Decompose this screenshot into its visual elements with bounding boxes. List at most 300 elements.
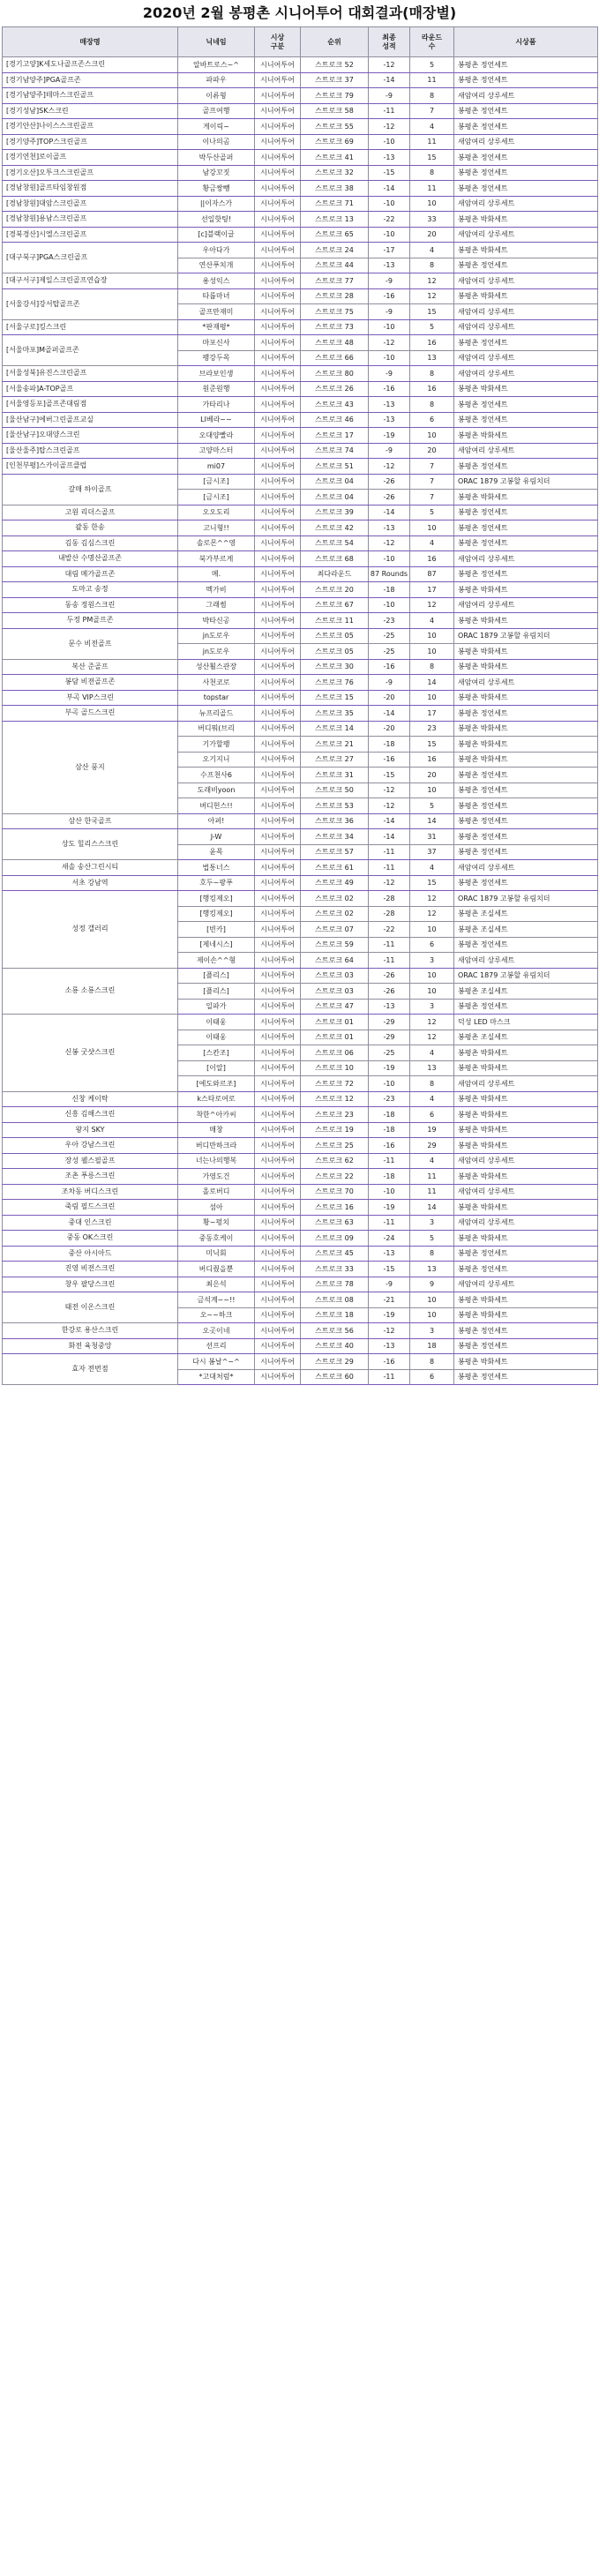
nickname-cell: 연산푸치개: [178, 258, 255, 273]
nickname-cell: 솔로몬^^영: [178, 535, 255, 551]
rank-cell: 스트로크 46: [301, 412, 369, 428]
nickname-cell: 법통너스: [178, 860, 255, 876]
rounds-cell: 10: [410, 628, 454, 644]
nickname-cell: 버디줬을뿐: [178, 1262, 255, 1277]
table-row: [3, 690, 598, 706]
rounds-cell: 87: [410, 566, 454, 582]
table-row: [3, 535, 598, 551]
rank-cell: 스트로크 15: [301, 690, 369, 706]
category-cell: 시니어투어: [255, 597, 301, 613]
category-cell: 시니어투어: [255, 165, 301, 181]
nickname-cell: [에도와르조]: [178, 1076, 255, 1092]
rank-cell: 스트로크 21: [301, 737, 369, 753]
rank-cell: 스트로크 50: [301, 783, 369, 798]
store-cell: 괄동 한송: [3, 520, 178, 536]
prize-cell: 봉평촌 정언세트: [454, 335, 598, 351]
header-nickname: 닉네임: [178, 27, 255, 57]
store-cell: 삼산 한국골프: [3, 813, 178, 829]
category-cell: 시니어투어: [255, 752, 301, 768]
rounds-cell: 13: [410, 1060, 454, 1076]
score-cell: -16: [369, 752, 410, 768]
header-rounds: 라운드 수: [410, 27, 454, 57]
store-cell: [경기고양]K세도나골프존스크린: [3, 57, 178, 73]
table-row: [3, 212, 598, 228]
store-cell: [서울강서]강서탑골프존: [3, 288, 178, 319]
rounds-cell: 12: [410, 906, 454, 922]
rank-cell: 스트로크 78: [301, 1277, 369, 1292]
score-cell: -11: [369, 860, 410, 876]
rounds-cell: 16: [410, 381, 454, 397]
category-cell: 시니어투어: [255, 150, 301, 166]
rounds-cell: 13: [410, 350, 454, 366]
score-cell: -10: [369, 196, 410, 212]
nickname-cell: 타룹마녀: [178, 288, 255, 304]
rounds-cell: 29: [410, 1138, 454, 1154]
store-cell: [대구서구]제일스크린골프연습장: [3, 273, 178, 289]
nickname-cell: 박타신공: [178, 613, 255, 629]
category-cell: 시니어투어: [255, 1076, 301, 1092]
prize-cell: 봉평촌 정언세트: [454, 768, 598, 783]
nickname-cell: 최은석: [178, 1277, 255, 1292]
nickname-cell: 호두~팡푸: [178, 875, 255, 891]
rounds-cell: 11: [410, 181, 454, 197]
rounds-cell: 5: [410, 798, 454, 814]
category-cell: 시니어투어: [255, 1369, 301, 1385]
nickname-cell: [행킹제오]: [178, 891, 255, 907]
prize-cell: ORAC 1879 고봉할 유림치더: [454, 891, 598, 907]
category-cell: 시니어투어: [255, 1091, 301, 1107]
nickname-cell: 버디만하크라: [178, 1138, 255, 1154]
nickname-cell: 메.: [178, 566, 255, 582]
rank-cell: 스트로크 31: [301, 768, 369, 783]
score-cell: -14: [369, 813, 410, 829]
table-row: [3, 1091, 598, 1107]
store-cell: [경기남양주]PGA골프존: [3, 72, 178, 88]
score-cell: -29: [369, 1030, 410, 1045]
category-cell: 시니어투어: [255, 428, 301, 444]
rounds-cell: 7: [410, 474, 454, 490]
rank-cell: 스트로크 22: [301, 1169, 369, 1185]
prize-cell: 봉평촌 정언세트: [454, 165, 598, 181]
store-cell: 중동 OK스크린: [3, 1231, 178, 1247]
store-cell: 조촌 푸릉스크린: [3, 1169, 178, 1185]
prize-cell: 봉평촌 박화세트: [454, 690, 598, 706]
score-cell: -28: [369, 906, 410, 922]
category-cell: 시니어투어: [255, 953, 301, 969]
store-cell: 복산 준골프: [3, 659, 178, 675]
score-cell: -25: [369, 628, 410, 644]
prize-cell: 봉평촌 정언세트: [454, 150, 598, 166]
nickname-cell: 기가할팽: [178, 737, 255, 753]
store-cell: [서울구로]킹스크린: [3, 319, 178, 335]
store-cell: 고원 리더스골프: [3, 505, 178, 520]
score-cell: -11: [369, 1153, 410, 1169]
rounds-cell: 8: [410, 1076, 454, 1092]
store-cell: 우아 강남스크린: [3, 1138, 178, 1154]
store-cell: 김동 김심스크린: [3, 535, 178, 551]
category-cell: 시니어투어: [255, 582, 301, 598]
category-cell: 시니어투어: [255, 212, 301, 228]
prize-cell: 새암여리 상루세트: [454, 350, 598, 366]
rank-cell: 스트로크 36: [301, 813, 369, 829]
prize-cell: 새암여리 상루세트: [454, 1215, 598, 1231]
store-cell: [경기연천]로이골프: [3, 150, 178, 166]
rounds-cell: 4: [410, 119, 454, 135]
category-cell: 시니어투어: [255, 551, 301, 567]
store-cell: 중대 인스크린: [3, 1215, 178, 1231]
category-cell: 시니어투어: [255, 1200, 301, 1216]
rounds-cell: 16: [410, 752, 454, 768]
category-cell: 시니어투어: [255, 1354, 301, 1370]
store-cell: [서울송파]A-TOP골프: [3, 381, 178, 397]
table-row: [3, 1215, 598, 1231]
rounds-cell: 19: [410, 1122, 454, 1138]
table-row: [3, 659, 598, 675]
score-cell: -12: [369, 1323, 410, 1339]
score-cell: -23: [369, 613, 410, 629]
category-cell: 시니어투어: [255, 535, 301, 551]
prize-cell: 봉평촌 박화세트: [454, 243, 598, 258]
rounds-cell: 10: [410, 196, 454, 212]
table-row: [3, 196, 598, 212]
category-cell: 시니어투어: [255, 288, 301, 304]
score-cell: -11: [369, 937, 410, 953]
score-cell: -16: [369, 659, 410, 675]
table-row: [3, 1200, 598, 1216]
nickname-cell: 오오도리: [178, 505, 255, 520]
table-row: [3, 72, 598, 88]
nickname-cell: 뉴프리골드: [178, 706, 255, 722]
score-cell: -19: [369, 1060, 410, 1076]
table-row: [3, 243, 598, 258]
score-cell: -13: [369, 520, 410, 536]
rounds-cell: 14: [410, 813, 454, 829]
nickname-cell: 올로버디: [178, 1184, 255, 1200]
nickname-cell: 용성익스: [178, 273, 255, 289]
nickname-cell: [행킹제오]: [178, 906, 255, 922]
rank-cell: 스트로크 27: [301, 752, 369, 768]
prize-cell: 봉평촌 박화세트: [454, 1045, 598, 1061]
prize-cell: ORAC 1879 고봉할 유림치더: [454, 968, 598, 984]
prize-cell: 봉평촌 박화세트: [454, 288, 598, 304]
score-cell: -10: [369, 551, 410, 567]
rank-cell: 스트로크 10: [301, 1060, 369, 1076]
table-row: [3, 88, 598, 104]
rounds-cell: 3: [410, 1215, 454, 1231]
category-cell: 시니어투어: [255, 304, 301, 320]
table-row: [3, 273, 598, 289]
rank-cell: 스트로크 72: [301, 1076, 369, 1092]
category-cell: 시니어투어: [255, 1292, 301, 1308]
score-cell: -26: [369, 474, 410, 490]
prize-cell: 봉평촌 박화세트: [454, 1091, 598, 1107]
prize-cell: 새암여리 상루세트: [454, 1153, 598, 1169]
rounds-cell: 5: [410, 505, 454, 520]
table-row: [3, 1169, 598, 1185]
score-cell: -20: [369, 690, 410, 706]
category-cell: 시니어투어: [255, 1323, 301, 1339]
rounds-cell: 6: [410, 1107, 454, 1123]
rounds-cell: 10: [410, 984, 454, 1000]
prize-cell: 봉평촌 조실세트: [454, 984, 598, 1000]
rank-cell: 스트로크 71: [301, 196, 369, 212]
prize-cell: 봉평촌 정언세트: [454, 57, 598, 73]
prize-cell: 새암여리 상루세트: [454, 1277, 598, 1292]
category-cell: 시니어투어: [255, 984, 301, 1000]
header-rank: 순위: [301, 27, 369, 57]
score-cell: -29: [369, 1015, 410, 1030]
table-row: [3, 1107, 598, 1123]
nickname-cell: 제이손^^형: [178, 953, 255, 969]
category-cell: 시니어투어: [255, 459, 301, 475]
store-cell: 한강로 용산스크린: [3, 1323, 178, 1339]
store-cell: 조차동 버디스크린: [3, 1184, 178, 1200]
score-cell: -9: [369, 88, 410, 104]
prize-cell: 새암여리 상루세트: [454, 134, 598, 150]
score-cell: -10: [369, 319, 410, 335]
prize-cell: 새암여리 상루세트: [454, 597, 598, 613]
category-cell: 시니어투어: [255, 1338, 301, 1354]
prize-cell: 봉평촌 조실세트: [454, 906, 598, 922]
table-row: [3, 582, 598, 598]
prize-cell: 봉평촌 박화세트: [454, 1354, 598, 1370]
nickname-cell: [플리스]: [178, 984, 255, 1000]
prize-cell: 봉평촌 박화세트: [454, 659, 598, 675]
store-cell: [서울성북]유진스크린골프: [3, 366, 178, 382]
store-cell: 태전 이온스크린: [3, 1292, 178, 1323]
table-row: [3, 1323, 598, 1339]
nickname-cell: 오기지니: [178, 752, 255, 768]
rounds-cell: 7: [410, 459, 454, 475]
nickname-cell: 중동호케이: [178, 1231, 255, 1247]
rank-cell: 스트로크 20: [301, 582, 369, 598]
category-cell: 시니어투어: [255, 412, 301, 428]
rounds-cell: 31: [410, 829, 454, 845]
rounds-cell: 12: [410, 1030, 454, 1045]
category-cell: 시니어투어: [255, 1138, 301, 1154]
store-cell: 동송 정원스크린: [3, 597, 178, 613]
score-cell: -18: [369, 1107, 410, 1123]
rounds-cell: 6: [410, 1369, 454, 1385]
prize-cell: 봉평촌 정언세트: [454, 1246, 598, 1262]
score-cell: -19: [369, 428, 410, 444]
rounds-cell: 3: [410, 1323, 454, 1339]
nickname-cell: 원준원행: [178, 381, 255, 397]
nickname-cell: [스칸조]: [178, 1045, 255, 1061]
rank-cell: 스트로크 04: [301, 474, 369, 490]
rounds-cell: 20: [410, 227, 454, 243]
rounds-cell: 6: [410, 412, 454, 428]
score-cell: -23: [369, 1091, 410, 1107]
store-cell: [경기양주]TOP스크린골프: [3, 134, 178, 150]
prize-cell: 봉평촌 박화세트: [454, 1231, 598, 1247]
nickname-cell: 미닉회: [178, 1246, 255, 1262]
nickname-cell: 버디헌스!!: [178, 798, 255, 814]
table-row: [3, 1231, 598, 1247]
rank-cell: 스트로크 48: [301, 335, 369, 351]
nickname-cell: *판재평*: [178, 319, 255, 335]
nickname-cell: [c]블랙이글: [178, 227, 255, 243]
nickname-cell: 골프만재미: [178, 304, 255, 320]
store-cell: 삼산 풍지: [3, 721, 178, 813]
category-cell: 시니어투어: [255, 968, 301, 984]
score-cell: -9: [369, 675, 410, 691]
rank-cell: 스트로크 17: [301, 428, 369, 444]
nickname-cell: 골프여행: [178, 103, 255, 119]
prize-cell: 봉평촌 박화세트: [454, 737, 598, 753]
store-cell: 신창 케이탁: [3, 1091, 178, 1107]
prize-cell: 새암여리 상루세트: [454, 1184, 598, 1200]
category-cell: 시니어투어: [255, 999, 301, 1015]
rounds-cell: 10: [410, 644, 454, 660]
table-row: [3, 1277, 598, 1292]
nickname-cell: 북가부르게: [178, 551, 255, 567]
score-cell: -16: [369, 288, 410, 304]
score-cell: -12: [369, 459, 410, 475]
header-prize: 시상품: [454, 27, 598, 57]
rank-cell: 스트로크 05: [301, 628, 369, 644]
score-cell: -18: [369, 582, 410, 598]
nickname-cell: 가타리나: [178, 397, 255, 413]
rounds-cell: 15: [410, 737, 454, 753]
category-cell: 시니어투어: [255, 397, 301, 413]
category-cell: 시니어투어: [255, 181, 301, 197]
nickname-cell: 윤목: [178, 844, 255, 860]
nickname-cell: 선일핫팅!: [178, 212, 255, 228]
score-cell: -12: [369, 875, 410, 891]
prize-cell: 새암여리 상루세트: [454, 319, 598, 335]
rounds-cell: 10: [410, 1292, 454, 1308]
prize-cell: ORAC 1879 고봉할 유림치더: [454, 474, 598, 490]
rounds-cell: 4: [410, 1153, 454, 1169]
score-cell: -13: [369, 397, 410, 413]
nickname-cell: [금시조]: [178, 474, 255, 490]
nickname-cell: k스타로여로: [178, 1091, 255, 1107]
prize-cell: 봉평촌 박화세트: [454, 1169, 598, 1185]
category-cell: 시니어투어: [255, 906, 301, 922]
score-cell: -11: [369, 844, 410, 860]
prize-cell: 봉평촌 정언세트: [454, 937, 598, 953]
nickname-cell: 오곳이네: [178, 1323, 255, 1339]
store-cell: 죽림 필드스크린: [3, 1200, 178, 1216]
rank-cell: 스트로크 02: [301, 906, 369, 922]
table-row: [3, 288, 598, 304]
score-cell: -13: [369, 258, 410, 273]
prize-cell: 새암여리 상루세트: [454, 675, 598, 691]
nickname-cell: [플리스]: [178, 968, 255, 984]
table-row: [3, 891, 598, 907]
category-cell: 시니어투어: [255, 1231, 301, 1247]
header-row: [3, 27, 598, 57]
score-cell: -18: [369, 1122, 410, 1138]
score-cell: -19: [369, 1307, 410, 1323]
store-cell: [서울영등포]골프존대림점: [3, 397, 178, 413]
header-store: 매장명: [3, 27, 178, 57]
category-cell: 시니어투어: [255, 690, 301, 706]
rounds-cell: 17: [410, 582, 454, 598]
rounds-cell: 20: [410, 768, 454, 783]
store-cell: [울산남구]오대양스크린: [3, 428, 178, 444]
store-cell: 소룡 소룡스크린: [3, 968, 178, 1015]
category-cell: 시니어투어: [255, 613, 301, 629]
rounds-cell: 10: [410, 690, 454, 706]
rounds-cell: 15: [410, 875, 454, 891]
rank-cell: 스트로크 64: [301, 953, 369, 969]
prize-cell: 새암여리 상루세트: [454, 1076, 598, 1092]
rank-cell: 스트로크 08: [301, 1292, 369, 1308]
rank-cell: 스트로크 33: [301, 1262, 369, 1277]
table-row: [3, 813, 598, 829]
category-cell: 시니어투어: [255, 922, 301, 938]
score-cell: -11: [369, 1369, 410, 1385]
store-cell: [울산남구]에버그린골프교실: [3, 412, 178, 428]
prize-cell: 봉평촌 박화세트: [454, 613, 598, 629]
table-row: [3, 1015, 598, 1030]
rank-cell: 스트로크 37: [301, 72, 369, 88]
prize-cell: 새암여리 상루세트: [454, 196, 598, 212]
score-cell: -22: [369, 212, 410, 228]
nickname-cell: 버디뭐(브리: [178, 721, 255, 737]
prize-cell: 봉평촌 정언세트: [454, 875, 598, 891]
rank-cell: 스트로크 04: [301, 490, 369, 505]
category-cell: 시니어투어: [255, 490, 301, 505]
category-cell: 시니어투어: [255, 134, 301, 150]
score-cell: -13: [369, 150, 410, 166]
category-cell: 시니어투어: [255, 103, 301, 119]
table-row: [3, 1262, 598, 1277]
nickname-cell: 황금쌍뺑: [178, 181, 255, 197]
rounds-cell: 11: [410, 72, 454, 88]
prize-cell: 봉평촌 정언세트: [454, 1369, 598, 1385]
nickname-cell: 매창: [178, 1122, 255, 1138]
category-cell: 시니어투어: [255, 1060, 301, 1076]
rank-cell: 스트로크 38: [301, 181, 369, 197]
prize-cell: 새암여리 상루세트: [454, 443, 598, 459]
store-cell: [서울마포]M골퍼골프존: [3, 335, 178, 366]
rounds-cell: 12: [410, 1015, 454, 1030]
table-row: [3, 1354, 598, 1370]
category-cell: 시니어투어: [255, 937, 301, 953]
store-cell: 갈매 하이골프: [3, 474, 178, 505]
rounds-cell: 10: [410, 1307, 454, 1323]
nickname-cell: 너는나의행복: [178, 1153, 255, 1169]
rank-cell: 스트로크 39: [301, 505, 369, 520]
store-cell: 신흥 김해스크린: [3, 1107, 178, 1123]
store-cell: [울산울주]탑스크린골프: [3, 443, 178, 459]
category-cell: 시니어투어: [255, 273, 301, 289]
score-cell: -15: [369, 165, 410, 181]
table-row: [3, 675, 598, 691]
table-row: [3, 119, 598, 135]
nickname-cell: 일파가: [178, 999, 255, 1015]
prize-cell: 덕성 LED 마스크: [454, 1015, 598, 1030]
score-cell: -12: [369, 119, 410, 135]
prize-cell: 봉평촌 박화세트: [454, 721, 598, 737]
prize-cell: 새암여리 상루세트: [454, 551, 598, 567]
category-cell: 시니어투어: [255, 1307, 301, 1323]
score-cell: -13: [369, 1246, 410, 1262]
rounds-cell: 4: [410, 535, 454, 551]
prize-cell: 봉평촌 정언세트: [454, 783, 598, 798]
table-row: [3, 134, 598, 150]
store-cell: 장성 웰스필골프: [3, 1153, 178, 1169]
prize-cell: 봉평촌 정언세트: [454, 535, 598, 551]
nickname-cell: 금석계~~!!: [178, 1292, 255, 1308]
rank-cell: 스트로크 70: [301, 1184, 369, 1200]
store-cell: [경기안산]나이스스크린골프: [3, 119, 178, 135]
rank-cell: 스트로크 56: [301, 1323, 369, 1339]
rounds-cell: 8: [410, 1354, 454, 1370]
